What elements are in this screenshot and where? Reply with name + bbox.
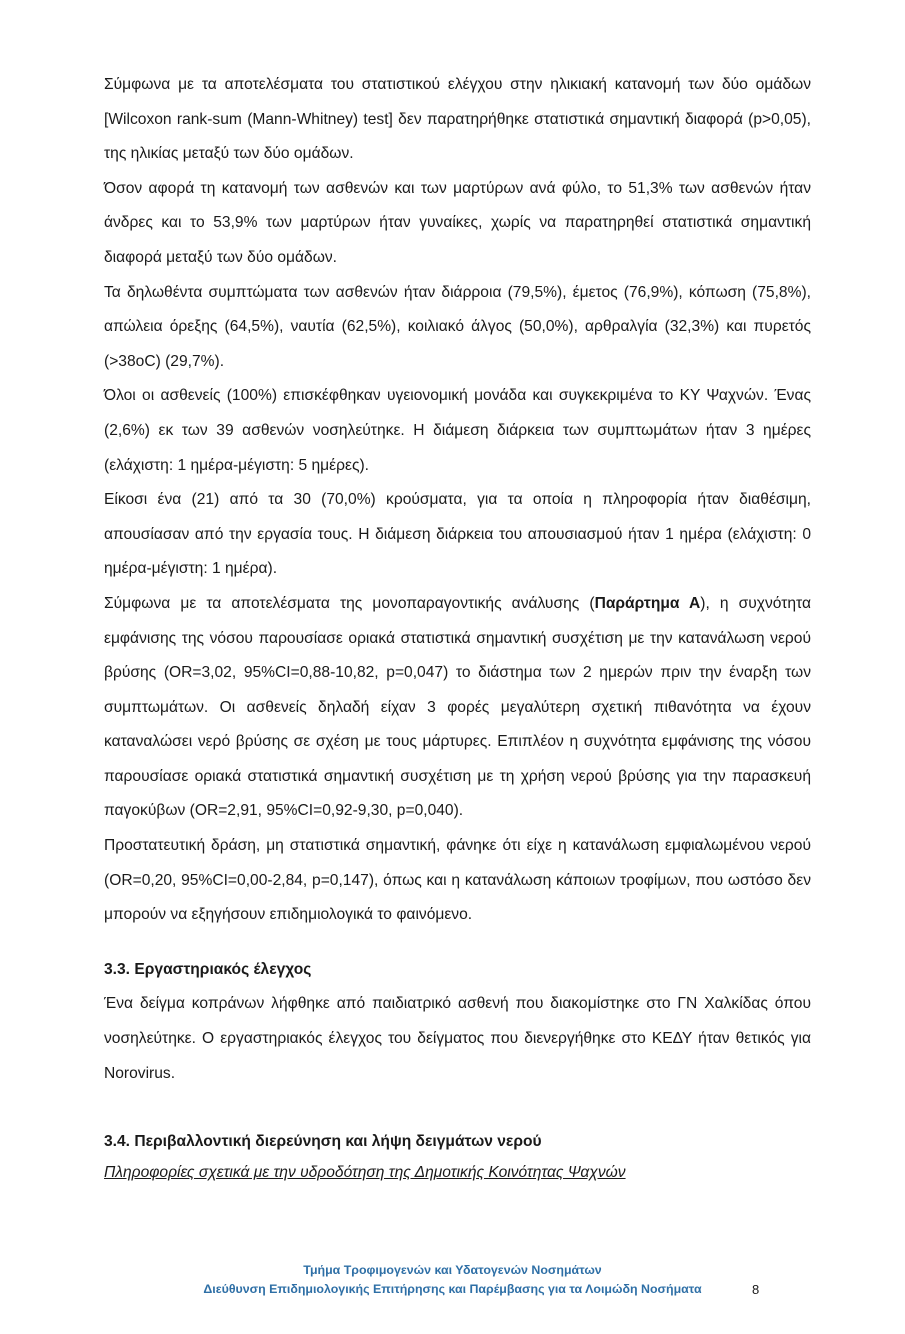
- document-body: [104, 68, 811, 1186]
- paragraph-healthcare-visits: Όλοι οι ασθενείς (100%) επισκέφθηκαν υγειονομική μονάδα και συγκεκριμένα το ΚΥ Ψαχνών. Ένας (2,6%) εκ των 39 ασθενών νοσηλεύτηκε. Η διάμεση διάρκεια των συμπτωμάτων ήταν 3 ημέρες (ελάχιστη: 1 ημέρα-μέγιστη: 5 ημέρες).: [104, 387, 811, 474]
- paragraph-work-absence: Είκοσι ένα (21) από τα 30 (70,0%) κρούσματα, για τα οποία η πληροφορία ήταν διαθέσιμη, απουσίασαν από την εργασία τους. Η διάμεση διάρκεια του απουσιασμού ήταν 1 ημέρα (ελάχιστη: 0 ημέρα-μέγιστη: 1 ημέρα).: [104, 491, 811, 578]
- footer-department: Τμήμα Τροφιμογενών και Υδατογενών Νοσημάτων: [303, 1263, 602, 1277]
- page-footer: [0, 1261, 905, 1299]
- appendix-reference: Παράρτημα Α: [594, 594, 701, 612]
- page-number: 8: [752, 1282, 760, 1297]
- paragraph-sex-distribution: Όσον αφορά τη κατανομή των ασθενών και των μαρτύρων ανά φύλο, το 51,3% των ασθενών ήταν άνδρες και το 53,9% των μαρτύρων ήταν γυναίκες, χωρίς να παρατηρηθεί στατιστικά σημαντική διαφορά μεταξύ των δύο ομάδων.: [104, 179, 811, 266]
- univariate-text-before: Σύμφωνα με τα αποτελέσματα της μονοπαραγοντικής ανάλυσης (: [104, 594, 595, 612]
- spacer: [104, 1091, 811, 1125]
- subheading-water-supply: Πληροφορίες σχετικά με την υδροδότηση της Δημοτικής Κοινότητας Ψαχνών: [104, 1163, 626, 1181]
- univariate-text-after: ), η συχνότητα εμφάνισης της νόσου παρουσίασε οριακά στατιστικά σημαντική συσχέτιση με την κατανάλωση νερού βρύσης (OR=3,02, 95%CI=0,88-10,82, p=0,047) το διάστημα των 2 ημερών πριν την έναρξη των συμπτωμάτων. Οι ασθενείς δηλαδή είχαν 3 φορές μεγαλύτερη σχετική πιθανότητα να έχουν καταναλώσει νερό βρύσης σε σχέση με τους μάρτυρες. Επιπλέον η συχνότητα εμφάνισης της νόσου παρουσίασε οριακά στατιστικά σημαντική συσχέτιση με τη χρήση νερού βρύσης για την παρασκευή παγοκύβων (OR=2,91, 95%CI=0,92-9,30, p=0,040).: [104, 594, 811, 820]
- paragraph-protective-effect: Προστατευτική δράση, μη στατιστικά σημαντική, φάνηκε ότι είχε η κατανάλωση εμφιαλωμένου νερού (OR=0,20, 95%CI=0,00-2,84, p=0,147), όπως και η κατανάλωση κάποιων τροφίμων, που ωστόσο δεν μπορούν να εξηγήσουν επιδημιολογικά το φαινόμενο.: [104, 837, 811, 924]
- section-heading-environmental: 3.4. Περιβαλλοντική διερεύνηση και λήψη δειγμάτων νερού: [104, 1133, 542, 1151]
- paragraph-univariate-analysis: [104, 587, 811, 829]
- section-heading-lab-testing: 3.3. Εργαστηριακός έλεγχος: [104, 960, 312, 978]
- spacer: [104, 933, 811, 953]
- paragraph-age-distribution: Σύμφωνα με τα αποτελέσματα του στατιστικού ελέγχου στην ηλικιακή κατανομή των δύο ομάδων [Wilcoxon rank-sum (Mann-Whitney) test] δεν παρατηρήθηκε στατιστικά σημαντική διαφορά (p>0,05), της ηλικίας μεταξύ των δύο ομάδων.: [104, 76, 811, 163]
- paragraph-symptoms: Τα δηλωθέντα συμπτώματα των ασθενών ήταν διάρροια (79,5%), έμετος (76,9%), κόπωση (75,8%), απώλεια όρεξης (64,5%), ναυτία (62,5%), κοιλιακό άλγος (50,0%), αρθραλγία (32,3%) και πυρετός (>38oC) (29,7%).: [104, 283, 811, 370]
- footer-directorate: Διεύθυνση Επιδημιολογικής Επιτήρησης και Παρέμβασης για τα Λοιμώδη Νοσήματα: [203, 1282, 702, 1296]
- paragraph-lab-testing: Ένα δείγμα κοπράνων λήφθηκε από παιδιατρικό ασθενή που διακομίστηκε στο ΓΝ Χαλκίδας όπου νοσηλεύτηκε. Ο εργαστηριακός έλεγχος του δείγματος που διενεργήθηκε στο ΚΕΔΥ ήταν θετικός για Norovirus.: [104, 995, 811, 1082]
